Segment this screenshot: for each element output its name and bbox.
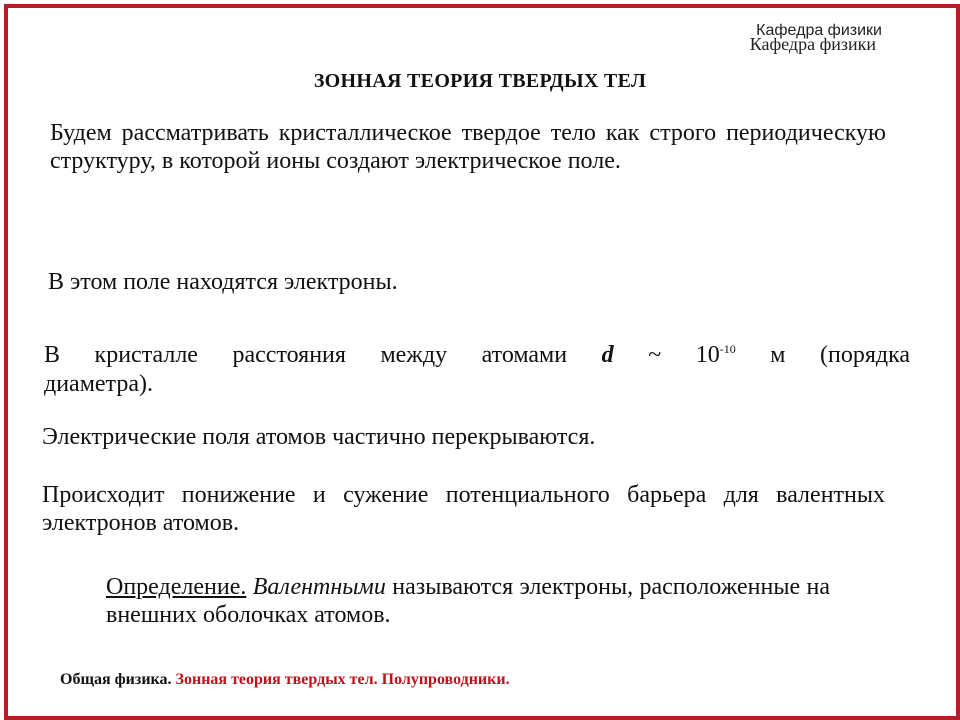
definition-block <box>106 573 830 629</box>
paragraph-field-overlap: Электрические поля атомов частично перекрываются. <box>42 424 596 450</box>
distance-unit: м (порядка <box>770 342 911 368</box>
paragraph-interatomic-distance-line2: диаметра). <box>44 371 153 397</box>
slide-footer <box>60 671 510 689</box>
paragraph-interatomic-distance <box>44 341 910 369</box>
distance-text: В кристалле расстояния между атомами <box>44 342 568 368</box>
definition-term: Валентными <box>252 574 386 600</box>
definition-text: называются электроны, расположенные на внешних оболочках атомов. <box>106 574 830 628</box>
department-label-small: Кафедра физики <box>756 22 882 39</box>
paragraph-crystal-structure: Будем рассматривать кристаллическое твердое тело как строго периодическую структуру, в которой ионы создают электрическое поле. <box>50 120 886 174</box>
distance-variable: d <box>601 342 614 368</box>
slide-title: ЗОННАЯ ТЕОРИЯ ТВЕРДЫХ ТЕЛ <box>313 70 647 92</box>
footer-course: Общая физика. <box>60 671 172 688</box>
paragraph-barrier: Происходит понижение и сужение потенциального барьера для валентных электронов атомов. <box>42 482 885 536</box>
tilde-symbol: ~ <box>648 342 662 368</box>
footer-topic: Зонная теория твердых тел. Полупроводники. <box>175 671 510 688</box>
distance-value <box>696 342 736 368</box>
department-label: Кафедра физики <box>749 34 876 54</box>
power-exponent: -10 <box>719 342 736 356</box>
paragraph-electrons: В этом поле находятся электроны. <box>48 269 398 295</box>
definition-label: Определение. <box>106 574 247 600</box>
power-base: 10 <box>695 342 720 368</box>
